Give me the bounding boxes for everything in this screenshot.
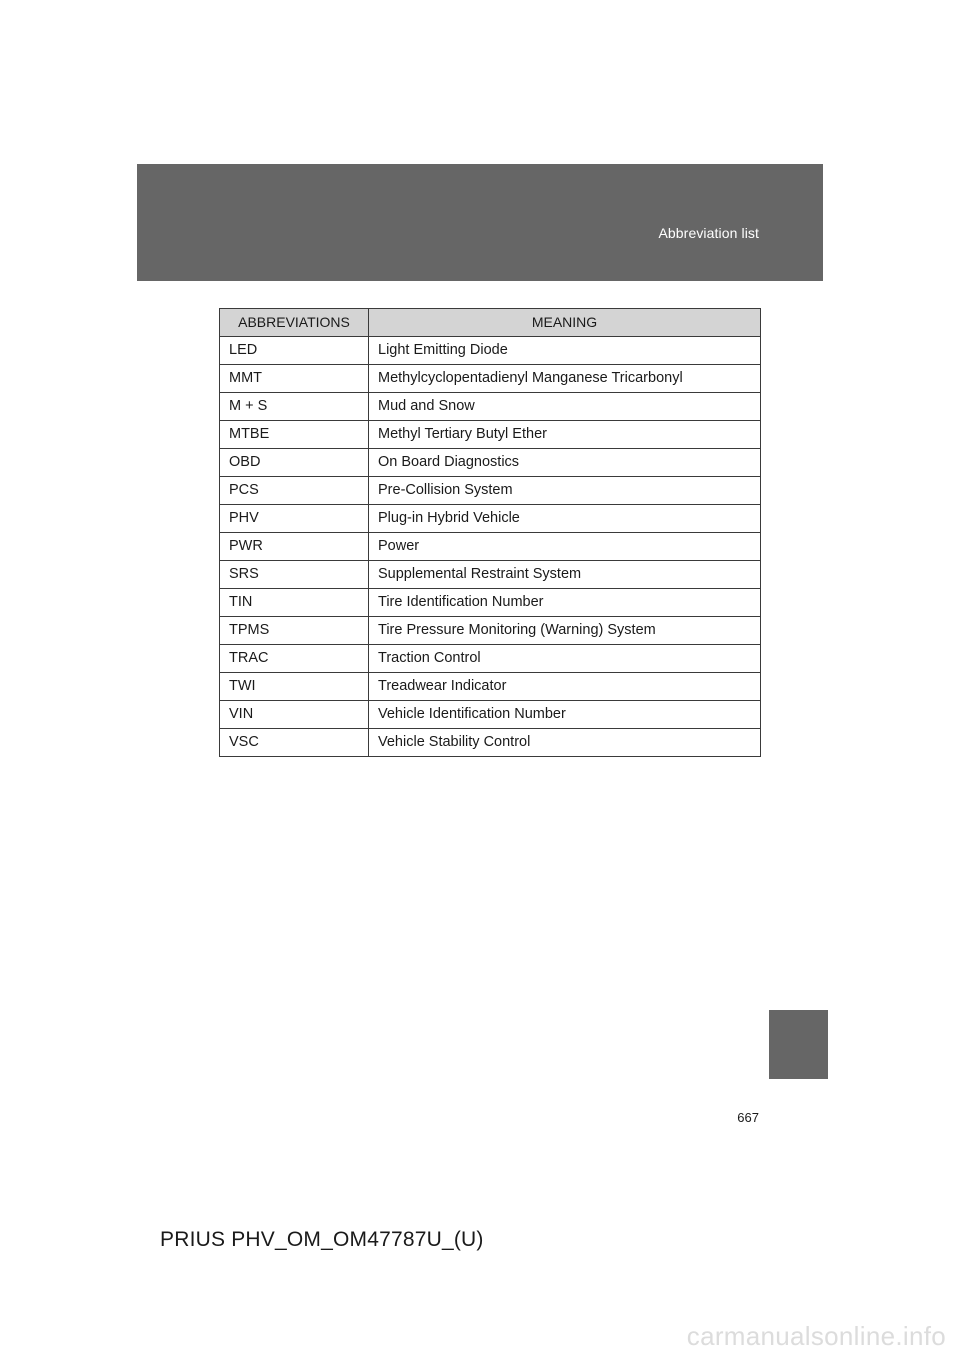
section-title: Abbreviation list [658, 225, 759, 241]
meaning-cell: Mud and Snow [369, 393, 761, 421]
abbreviation-table [219, 308, 761, 757]
meaning-cell: Traction Control [369, 645, 761, 673]
table-row [220, 477, 761, 505]
table-header-row [220, 309, 761, 337]
table-row [220, 673, 761, 701]
table-row [220, 589, 761, 617]
meaning-cell: Light Emitting Diode [369, 337, 761, 365]
abbreviation-cell: SRS [220, 561, 369, 589]
abbreviation-cell: LED [220, 337, 369, 365]
meaning-cell: Plug-in Hybrid Vehicle [369, 505, 761, 533]
abbreviation-cell: OBD [220, 449, 369, 477]
watermark: carmanualsonline.info [686, 1321, 946, 1351]
meaning-cell: Power [369, 533, 761, 561]
meaning-cell: Methylcyclopentadienyl Manganese Tricarbonyl [369, 365, 761, 393]
abbreviation-cell: VSC [220, 729, 369, 757]
column-header-meaning: MEANING [369, 309, 761, 337]
table-row [220, 561, 761, 589]
meaning-cell: Vehicle Identification Number [369, 701, 761, 729]
abbreviation-cell: MMT [220, 365, 369, 393]
abbreviation-cell: TPMS [220, 617, 369, 645]
table-row [220, 337, 761, 365]
meaning-cell: Supplemental Restraint System [369, 561, 761, 589]
abbreviation-cell: TWI [220, 673, 369, 701]
table-row [220, 533, 761, 561]
column-header-abbreviations: ABBREVIATIONS [220, 309, 369, 337]
table-row [220, 421, 761, 449]
page-number: 667 [737, 1110, 759, 1125]
table-row [220, 701, 761, 729]
table-row [220, 729, 761, 757]
abbreviation-cell: M + S [220, 393, 369, 421]
section-header-band [137, 164, 823, 281]
table-row [220, 449, 761, 477]
table-row [220, 645, 761, 673]
table-row [220, 617, 761, 645]
abbreviation-table-container [219, 308, 760, 757]
table-row [220, 365, 761, 393]
meaning-cell: Tire Identification Number [369, 589, 761, 617]
abbreviation-cell: MTBE [220, 421, 369, 449]
document-id: PRIUS PHV_OM_OM47787U_(U) [160, 1228, 484, 1251]
abbreviation-cell: VIN [220, 701, 369, 729]
meaning-cell: On Board Diagnostics [369, 449, 761, 477]
meaning-cell: Vehicle Stability Control [369, 729, 761, 757]
abbreviation-cell: TIN [220, 589, 369, 617]
meaning-cell: Methyl Tertiary Butyl Ether [369, 421, 761, 449]
meaning-cell: Pre-Collision System [369, 477, 761, 505]
abbreviation-cell: PCS [220, 477, 369, 505]
table-row [220, 393, 761, 421]
meaning-cell: Tire Pressure Monitoring (Warning) System [369, 617, 761, 645]
table-row [220, 505, 761, 533]
abbreviation-cell: PWR [220, 533, 369, 561]
abbreviation-cell: TRAC [220, 645, 369, 673]
meaning-cell: Treadwear Indicator [369, 673, 761, 701]
abbreviation-cell: PHV [220, 505, 369, 533]
chapter-index-tab [769, 1010, 828, 1079]
